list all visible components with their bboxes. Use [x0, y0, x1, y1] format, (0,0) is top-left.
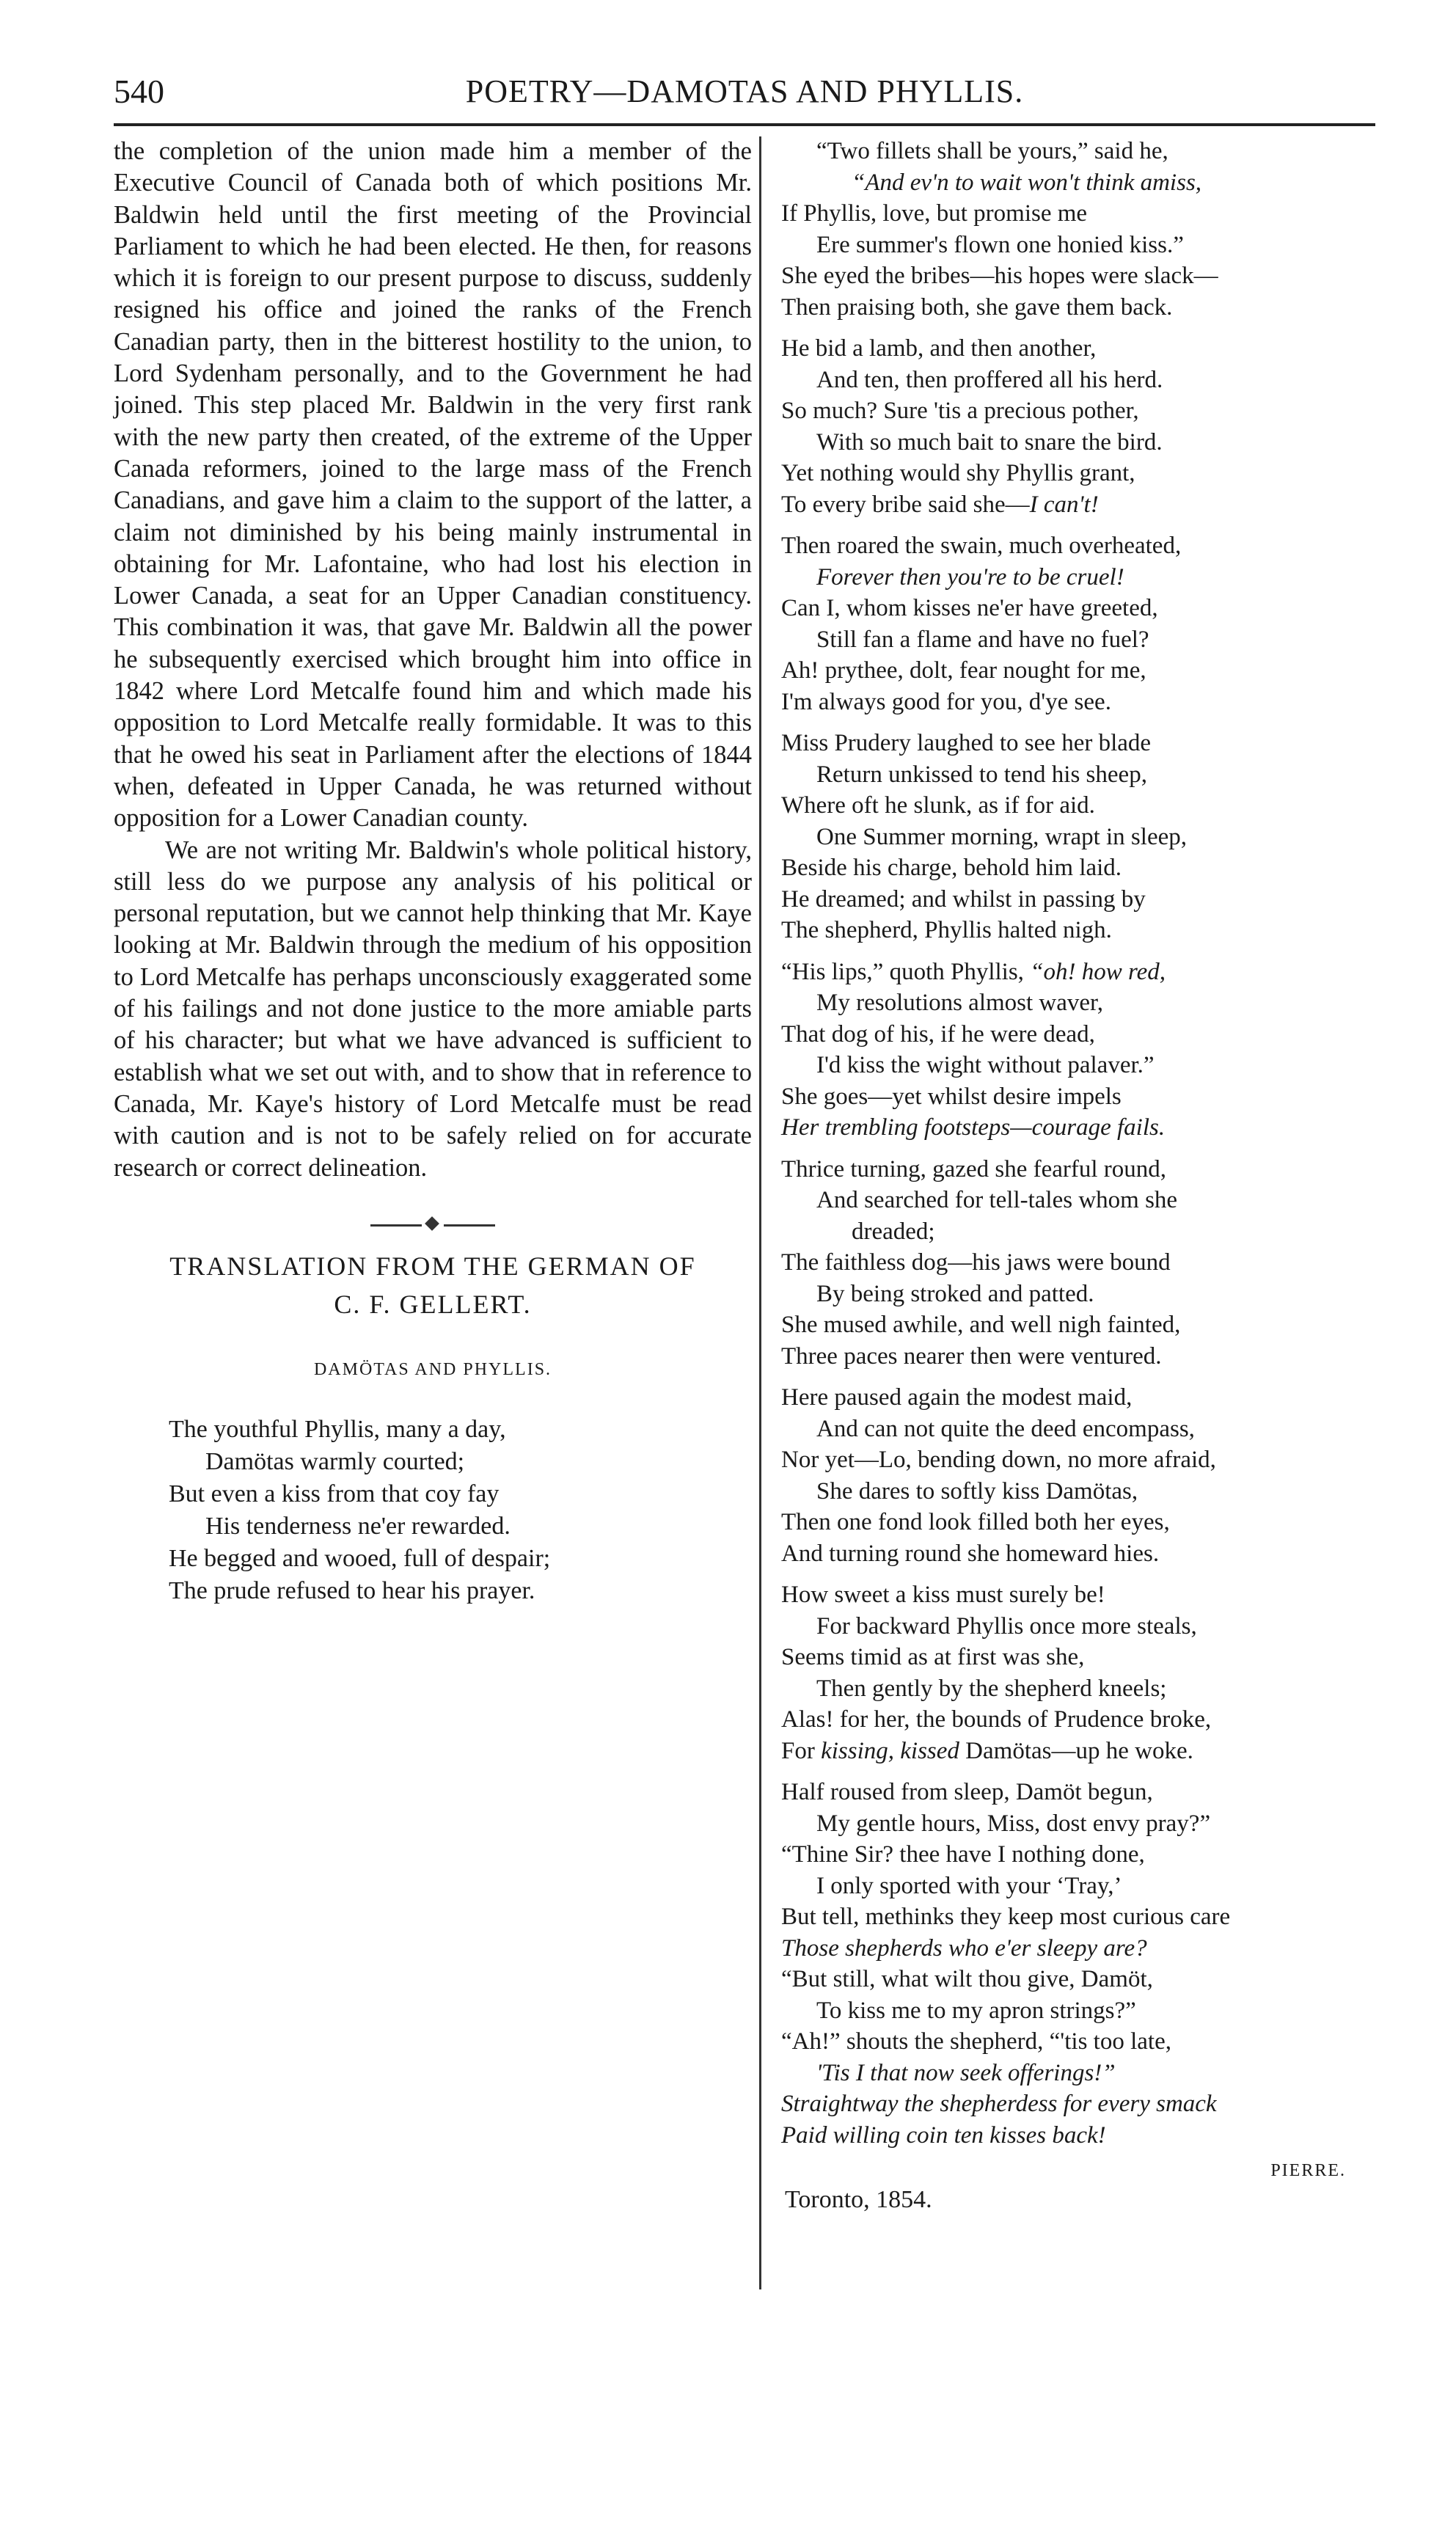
verse-line: Ah! prythee, dolt, fear nought for me,	[781, 657, 1146, 684]
poem-opening-stanza	[114, 1414, 752, 1607]
column-divider	[759, 136, 761, 2289]
verse-line: She goes—yet whilst desire impels	[781, 1083, 1122, 1110]
verse-line: So much? Sure 'tis a precious pother,	[781, 398, 1139, 424]
page-header	[114, 70, 1375, 121]
stanza	[781, 1579, 1375, 1766]
verse-line: How sweet a kiss must surely be!	[781, 1582, 1105, 1608]
verse-line: Straightway the shepherdess for every smack	[781, 2091, 1217, 2117]
verse-line: Nor yet—Lo, bending down, no more afraid,	[781, 1447, 1216, 1473]
verse-line: He bid a lamb, and then another,	[781, 335, 1097, 362]
stanza	[781, 1777, 1375, 2151]
verse-line: By being stroked and patted.	[816, 1280, 1094, 1307]
verse-line: Then praising both, she gave them back.	[781, 293, 1173, 321]
ornament-diamond	[425, 1216, 439, 1231]
verse-line: Then gently by the shepherd kneels;	[816, 1675, 1167, 1702]
verse-line: She eyed the bribes—his hopes were slack—	[781, 263, 1218, 289]
poem	[781, 136, 1375, 2216]
verse-line: And can not quite the deed encompass,	[816, 1415, 1195, 1442]
stanza	[781, 530, 1375, 717]
verse-line	[781, 957, 1375, 988]
verse-text: For	[781, 1737, 822, 1764]
stanza	[781, 333, 1375, 520]
page-number: 540	[114, 73, 164, 110]
verse-line: Then one fond look filled both her eyes,	[781, 1509, 1170, 1535]
verse-line: Ere summer's flown one honied kiss.”	[816, 231, 1184, 258]
verse-line: Damötas warmly courted;	[205, 1447, 465, 1475]
verse-line: Then roared the swain, much overheated,	[781, 533, 1182, 559]
verse-line: But tell, methinks they keep most curious care	[781, 1904, 1231, 1930]
verse-line: His tenderness ne'er rewarded.	[205, 1512, 511, 1540]
verse-line: dreaded;	[852, 1218, 935, 1245]
verse-line: The faithless dog—his jaws were bound	[781, 1249, 1171, 1276]
verse-text: “His lips,” quoth Phyllis,	[781, 958, 1024, 985]
left-column	[114, 136, 752, 1607]
verse-line: The youthful Phyllis, many a day,	[169, 1415, 506, 1443]
stanza	[781, 1154, 1375, 1372]
place-date: Toronto, 1854.	[785, 2186, 932, 2213]
verse-line: He begged and wooed, full of despair;	[169, 1544, 551, 1572]
verse-emphasis: “oh! how red,	[1030, 958, 1166, 985]
signature: PIERRE.	[1270, 2161, 1346, 2180]
stanza	[781, 136, 1375, 323]
verse-text: To every bribe said she—	[781, 491, 1030, 518]
verse-line: I only sported with your ‘Tray,’	[816, 1872, 1122, 1899]
verse-line: Her trembling footsteps—courage fails.	[781, 1114, 1166, 1141]
verse-line: And searched for tell-tales whom she	[816, 1187, 1178, 1213]
right-column	[781, 136, 1375, 2216]
verse-line: Those shepherds who e'er sleepy are?	[781, 1934, 1147, 1962]
verse-line	[781, 489, 1375, 521]
verse-line: Three paces nearer then were ventured.	[781, 1342, 1162, 1370]
verse-line: Beside his charge, behold him laid.	[781, 855, 1122, 881]
verse-line: The shepherd, Phyllis halted nigh.	[781, 917, 1112, 943]
verse-line: “But still, what wilt thou give, Damöt,	[781, 1966, 1153, 1992]
prose-paragraph: the completion of the union made him a member of the Executive Council of Canada both of which positions Mr. Baldwin held until the first meeting of the Provincial Parliament to which he had been elected. He then, for reasons which it is foreign to our present purpose to discuss, suddenly resigned his office and joined the ranks of the French Canadian party, then in the bitterest hostility to the union, to Lord Sydenham personally, and to the Government he had joined. This step placed Mr. Baldwin in the very first rank with the new party then created, of the extreme of the Upper Canada reformers, joined to the large mass of the French Canadians, and gave him a claim to the support of the latter, a claim not diminished by his being mainly instrumental in obtaining for Mr. Lafontaine, who had lost his election in Lower Canada, a seat for an Upper Canadian constituency. This combination it was, that gave Mr. Baldwin all the power he subsequently exercised which brought him into office in 1842 where Lord Metcalfe found him and which made his opposition to Lord Metcalfe really formidable. It was to this that he owed his seat in Parliament after the elections of 1844 when, defeated in Upper Canada, he was returned without opposition for a Lower Canadian county.	[114, 137, 752, 833]
section-title-author: C. F. GELLERT.	[334, 1289, 532, 1319]
verse-line: Thrice turning, gazed she fearful round,	[781, 1155, 1167, 1183]
verse-line: The prude refused to hear his prayer.	[169, 1576, 535, 1604]
section-title: TRANSLATION FROM THE GERMAN OF	[169, 1251, 696, 1281]
verse-text: Damötas—up he woke.	[959, 1737, 1193, 1764]
verse-line: To kiss me to my apron strings?”	[816, 1997, 1136, 2024]
verse-line: I'd kiss the wight without palaver.”	[816, 1052, 1155, 1078]
verse-line: My gentle hours, Miss, dost envy pray?”	[816, 1810, 1211, 1837]
verse-line: Yet nothing would shy Phyllis grant,	[781, 460, 1135, 486]
verse-line: And turning round she homeward hies.	[781, 1540, 1160, 1567]
ornament-line	[370, 1224, 422, 1227]
section-ornament	[370, 1216, 495, 1234]
header-rule	[114, 123, 1375, 126]
verse-line: Half roused from sleep, Damöt begun,	[781, 1779, 1153, 1805]
verse-line: Still fan a flame and have no fuel?	[816, 626, 1149, 653]
verse-line: 'Tis I that now seek offerings!”	[816, 2059, 1116, 2086]
stanza	[781, 1382, 1375, 1569]
verse-line: That dog of his, if he were dead,	[781, 1020, 1095, 1048]
verse-line: “Ah!” shouts the shepherd, “'tis too late,	[781, 2028, 1171, 2055]
verse-line: Can I, whom kisses ne'er have greeted,	[781, 595, 1158, 621]
verse-line: Return unkissed to tend his sheep,	[816, 761, 1147, 788]
verse-line: Where oft he slunk, as if for aid.	[781, 792, 1095, 819]
verse-line: I'm always good for you, d'ye see.	[781, 688, 1111, 715]
verse-line: Seems timid as at first was she,	[781, 1644, 1085, 1670]
verse-emphasis: I can't!	[1029, 491, 1099, 518]
ornament-line	[444, 1224, 495, 1227]
verse-line: For backward Phyllis once more steals,	[816, 1612, 1197, 1640]
verse-line: “Thine Sir? thee have I nothing done,	[781, 1841, 1145, 1868]
stanza	[781, 728, 1375, 946]
verse-line: Miss Prudery laughed to see her blade	[781, 730, 1152, 756]
verse-emphasis: kissing, kissed	[821, 1737, 959, 1764]
verse-line: Forever then you're to be cruel!	[816, 563, 1124, 591]
verse-line: “Two fillets shall be yours,” said he,	[816, 138, 1168, 164]
verse-line: Alas! for her, the bounds of Prudence broke,	[781, 1706, 1212, 1733]
verse-line: With so much bait to snare the bird.	[816, 428, 1163, 456]
verse-line	[781, 1736, 1375, 1767]
verse-line: And ten, then proffered all his herd.	[816, 366, 1163, 393]
verse-line: If Phyllis, love, but promise me	[781, 200, 1088, 227]
verse-line: She mused awhile, and well nigh fainted,	[781, 1312, 1181, 1338]
poem-subtitle: DAMÖTAS AND PHYLLIS.	[313, 1359, 552, 1379]
stanza	[781, 957, 1375, 1144]
verse-line: But even a kiss from that coy fay	[169, 1480, 500, 1507]
verse-line: She dares to softly kiss Damötas,	[816, 1477, 1138, 1505]
running-head: POETRY—DAMOTAS AND PHYLLIS.	[465, 73, 1024, 109]
verse-line: Here paused again the modest maid,	[781, 1384, 1133, 1411]
verse-line: My resolutions almost waver,	[816, 990, 1103, 1016]
prose-paragraph: We are not writing Mr. Baldwin's whole political history, still less do we purpose any analysis of his political or personal reputation, but we cannot help thinking that Mr. Kaye looking at Mr. Baldwin through the medium of his opposition to Lord Metcalfe has perhaps unconsciously exaggerated some of his failings and not done justice to the more amiable parts of his character; but what we have advanced is sufficient to establish what we set out with, and to show that in reference to Canada, Mr. Kaye's history of Lord Metcalfe must be read with caution and is not to be safely relied on for accurate research or correct delineation.	[114, 836, 752, 1182]
verse-line: Paid willing coin ten kisses back!	[781, 2121, 1106, 2149]
verse-line: He dreamed; and whilst in passing by	[781, 885, 1146, 913]
verse-line: One Summer morning, wrapt in sleep,	[816, 823, 1187, 850]
verse-line: “And ev'n to wait won't think amiss,	[852, 169, 1202, 196]
